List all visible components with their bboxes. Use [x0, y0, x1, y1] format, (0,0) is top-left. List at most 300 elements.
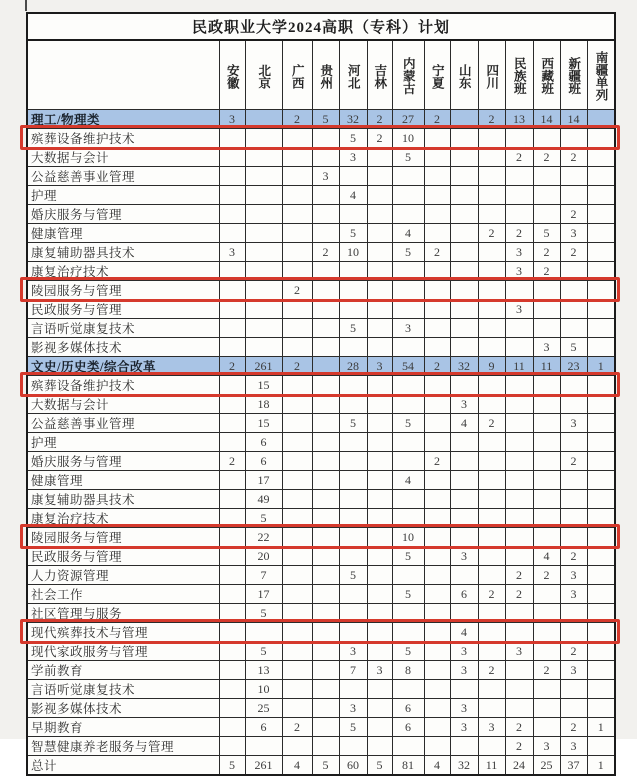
plan-count-cell — [505, 338, 533, 357]
plan-count-cell — [587, 281, 615, 300]
plan-count-cell: 3 — [533, 737, 560, 756]
plan-count-cell — [219, 623, 245, 642]
plan-count-cell — [505, 167, 533, 186]
table-row — [27, 452, 615, 471]
plan-count-cell: 7 — [339, 661, 367, 680]
plan-count-cell: 3 — [560, 414, 587, 433]
plan-count-cell — [424, 148, 450, 167]
plan-count-cell: 2 — [533, 262, 560, 281]
plan-count-cell — [312, 262, 339, 281]
plan-count-cell: 2 — [505, 718, 533, 737]
major-name-cell: 健康管理 — [27, 471, 219, 490]
plan-count-cell — [478, 338, 505, 357]
plan-count-cell: 3 — [339, 642, 367, 661]
major-name-cell: 护理 — [27, 186, 219, 205]
plan-count-cell: 5 — [312, 110, 339, 129]
plan-count-cell — [450, 243, 478, 262]
plan-count-cell: 2 — [478, 224, 505, 243]
plan-count-cell: 2 — [312, 243, 339, 262]
plan-count-cell: 2 — [282, 718, 312, 737]
plan-count-cell: 1 — [587, 357, 615, 376]
plan-count-cell: 2 — [560, 642, 587, 661]
plan-count-cell: 3 — [450, 642, 478, 661]
plan-count-cell — [587, 224, 615, 243]
plan-count-cell: 2 — [424, 452, 450, 471]
plan-count-cell: 11 — [533, 357, 560, 376]
plan-count-cell — [219, 224, 245, 243]
table-row — [27, 509, 615, 528]
plan-count-cell — [219, 547, 245, 566]
plan-count-cell — [505, 319, 533, 338]
plan-count-cell — [424, 167, 450, 186]
plan-count-cell — [312, 414, 339, 433]
plan-count-cell — [505, 129, 533, 148]
plan-count-cell — [282, 167, 312, 186]
plan-count-cell — [587, 186, 615, 205]
plan-count-cell — [339, 509, 367, 528]
plan-count-cell: 5 — [339, 319, 367, 338]
plan-count-cell — [339, 262, 367, 281]
plan-count-cell: 6 — [245, 433, 282, 452]
plan-count-cell — [505, 623, 533, 642]
plan-count-cell — [245, 167, 282, 186]
table-row — [27, 433, 615, 452]
plan-count-cell — [424, 433, 450, 452]
plan-count-cell: 3 — [367, 357, 392, 376]
plan-count-cell — [587, 148, 615, 167]
plan-count-cell — [312, 471, 339, 490]
plan-count-cell — [424, 471, 450, 490]
plan-count-cell — [339, 471, 367, 490]
plan-count-cell: 14 — [533, 110, 560, 129]
column-header: 吉林 — [367, 40, 392, 110]
plan-count-cell — [392, 509, 424, 528]
plan-count-cell — [367, 528, 392, 547]
plan-count-cell: 2 — [560, 452, 587, 471]
plan-count-cell — [424, 528, 450, 547]
plan-count-cell — [367, 376, 392, 395]
major-name-cell: 康复治疗技术 — [27, 262, 219, 281]
plan-count-cell: 6 — [392, 718, 424, 737]
plan-count-cell: 7 — [245, 566, 282, 585]
plan-count-cell — [339, 205, 367, 224]
major-name-cell: 民政服务与管理 — [27, 547, 219, 566]
plan-count-cell — [560, 319, 587, 338]
plan-count-cell — [587, 319, 615, 338]
plan-count-cell — [450, 566, 478, 585]
plan-count-cell: 5 — [392, 414, 424, 433]
plan-count-cell — [587, 262, 615, 281]
plan-count-cell: 3 — [392, 319, 424, 338]
plan-count-cell: 1 — [587, 756, 615, 776]
plan-count-cell: 10 — [245, 680, 282, 699]
plan-count-cell: 22 — [245, 528, 282, 547]
plan-count-cell — [450, 262, 478, 281]
table-row — [27, 167, 615, 186]
plan-count-cell: 2 — [282, 110, 312, 129]
plan-count-cell — [450, 110, 478, 129]
table-row — [27, 186, 615, 205]
plan-count-cell: 28 — [339, 357, 367, 376]
table-row — [27, 262, 615, 281]
plan-count-cell — [587, 205, 615, 224]
plan-count-cell — [505, 528, 533, 547]
plan-count-cell — [424, 661, 450, 680]
plan-count-cell — [505, 205, 533, 224]
plan-count-cell: 3 — [560, 585, 587, 604]
plan-count-cell — [312, 642, 339, 661]
plan-count-cell — [367, 718, 392, 737]
plan-count-cell: 6 — [245, 452, 282, 471]
plan-count-cell — [312, 300, 339, 319]
plan-count-cell — [533, 699, 560, 718]
table-row — [27, 566, 615, 585]
plan-count-cell — [424, 737, 450, 756]
plan-count-cell — [367, 471, 392, 490]
plan-count-cell: 20 — [245, 547, 282, 566]
plan-count-cell — [219, 262, 245, 281]
table-row — [27, 661, 615, 680]
plan-count-cell: 6 — [450, 585, 478, 604]
plan-count-cell: 2 — [505, 585, 533, 604]
plan-count-cell — [450, 319, 478, 338]
plan-count-cell — [587, 566, 615, 585]
major-name-cell: 人力资源管理 — [27, 566, 219, 585]
plan-count-cell — [533, 642, 560, 661]
plan-count-cell — [245, 224, 282, 243]
plan-count-cell — [392, 490, 424, 509]
plan-count-cell — [219, 509, 245, 528]
plan-count-cell — [533, 490, 560, 509]
plan-count-cell — [505, 452, 533, 471]
plan-count-cell — [392, 737, 424, 756]
plan-count-cell — [392, 186, 424, 205]
major-name-cell: 现代殡葬技术与管理 — [27, 623, 219, 642]
plan-count-cell: 32 — [339, 110, 367, 129]
plan-count-cell: 3 — [450, 699, 478, 718]
plan-count-cell — [478, 566, 505, 585]
plan-count-cell — [533, 433, 560, 452]
major-name-cell: 言语听觉康复技术 — [27, 319, 219, 338]
plan-count-cell: 4 — [339, 186, 367, 205]
plan-count-cell — [478, 623, 505, 642]
plan-count-cell: 4 — [424, 756, 450, 776]
plan-count-cell — [478, 737, 505, 756]
plan-count-cell — [282, 452, 312, 471]
major-name-cell: 理工/物理类 — [27, 110, 219, 129]
plan-count-cell — [478, 243, 505, 262]
plan-count-cell: 13 — [245, 661, 282, 680]
plan-count-cell — [450, 281, 478, 300]
plan-count-cell: 5 — [312, 756, 339, 776]
plan-count-cell — [587, 376, 615, 395]
plan-count-cell — [587, 167, 615, 186]
major-name-cell: 公益慈善事业管理 — [27, 414, 219, 433]
plan-count-cell — [424, 699, 450, 718]
plan-count-cell — [392, 281, 424, 300]
plan-count-cell — [219, 699, 245, 718]
major-name-cell: 现代家政服务与管理 — [27, 642, 219, 661]
plan-count-cell — [282, 224, 312, 243]
major-name-cell: 陵园服务与管理 — [27, 528, 219, 547]
table-row — [27, 680, 615, 699]
plan-count-cell — [505, 376, 533, 395]
plan-count-cell — [587, 623, 615, 642]
table-row — [27, 205, 615, 224]
plan-count-cell — [339, 452, 367, 471]
plan-count-cell — [282, 680, 312, 699]
plan-count-cell — [312, 433, 339, 452]
plan-count-cell: 25 — [245, 699, 282, 718]
plan-count-cell — [367, 148, 392, 167]
plan-count-cell — [450, 509, 478, 528]
column-header: 贵州 — [312, 40, 339, 110]
plan-count-cell — [219, 167, 245, 186]
plan-count-cell: 5 — [339, 414, 367, 433]
plan-count-cell: 11 — [505, 357, 533, 376]
plan-count-cell — [282, 737, 312, 756]
plan-count-cell: 3 — [560, 661, 587, 680]
plan-count-cell — [450, 376, 478, 395]
plan-count-cell — [367, 737, 392, 756]
plan-count-cell — [505, 414, 533, 433]
plan-count-cell: 54 — [392, 357, 424, 376]
plan-count-cell — [367, 262, 392, 281]
plan-count-cell — [219, 319, 245, 338]
plan-count-cell — [312, 699, 339, 718]
plan-count-cell — [219, 281, 245, 300]
plan-count-cell — [587, 509, 615, 528]
plan-count-cell — [392, 205, 424, 224]
table-row — [27, 623, 615, 642]
plan-count-cell — [282, 490, 312, 509]
plan-count-cell — [478, 281, 505, 300]
plan-count-cell — [478, 471, 505, 490]
plan-count-cell — [533, 129, 560, 148]
plan-count-cell — [312, 452, 339, 471]
plan-count-cell — [282, 699, 312, 718]
major-name-cell: 言语听觉康复技术 — [27, 680, 219, 699]
plan-count-cell: 5 — [392, 642, 424, 661]
plan-count-cell — [312, 129, 339, 148]
plan-count-cell: 2 — [367, 129, 392, 148]
plan-count-cell: 5 — [339, 224, 367, 243]
plan-count-cell — [282, 642, 312, 661]
plan-count-cell: 5 — [339, 718, 367, 737]
plan-count-cell — [450, 490, 478, 509]
table-row — [27, 528, 615, 547]
table-row — [27, 338, 615, 357]
plan-count-cell — [367, 224, 392, 243]
plan-count-cell — [367, 623, 392, 642]
plan-count-cell — [505, 699, 533, 718]
major-name-cell: 早期教育 — [27, 718, 219, 737]
plan-count-cell — [245, 281, 282, 300]
plan-count-cell — [219, 661, 245, 680]
plan-count-cell: 2 — [367, 110, 392, 129]
plan-count-cell — [450, 167, 478, 186]
plan-count-cell: 3 — [560, 566, 587, 585]
plan-count-cell — [478, 547, 505, 566]
major-name-cell: 总计 — [27, 756, 219, 776]
plan-count-cell: 5 — [219, 756, 245, 776]
plan-count-cell: 49 — [245, 490, 282, 509]
plan-count-cell — [219, 680, 245, 699]
major-name-cell: 影视多媒体技术 — [27, 699, 219, 718]
plan-count-cell — [312, 585, 339, 604]
plan-count-cell — [450, 471, 478, 490]
plan-count-cell — [367, 699, 392, 718]
plan-count-cell: 4 — [450, 414, 478, 433]
plan-count-cell — [424, 281, 450, 300]
plan-count-cell — [367, 395, 392, 414]
plan-count-cell: 3 — [505, 243, 533, 262]
plan-count-cell — [533, 205, 560, 224]
major-name-cell: 康复辅助器具技术 — [27, 243, 219, 262]
plan-count-cell — [450, 452, 478, 471]
plan-count-cell: 6 — [245, 718, 282, 737]
major-name-cell: 文史/历史类/综合改革 — [27, 357, 219, 376]
plan-count-cell — [367, 167, 392, 186]
plan-count-cell: 2 — [219, 357, 245, 376]
plan-count-cell — [219, 471, 245, 490]
plan-count-cell — [339, 528, 367, 547]
plan-count-cell: 3 — [219, 110, 245, 129]
plan-count-cell — [367, 547, 392, 566]
plan-count-cell — [505, 490, 533, 509]
plan-count-cell: 2 — [505, 566, 533, 585]
plan-count-cell — [505, 509, 533, 528]
plan-count-cell: 11 — [478, 756, 505, 776]
plan-count-cell — [450, 737, 478, 756]
plan-count-cell — [478, 509, 505, 528]
plan-count-cell — [219, 604, 245, 623]
plan-count-cell — [282, 471, 312, 490]
plan-count-cell — [282, 376, 312, 395]
table-row — [27, 490, 615, 509]
plan-count-cell — [505, 395, 533, 414]
plan-count-cell — [533, 167, 560, 186]
plan-count-cell: 13 — [505, 110, 533, 129]
plan-count-cell — [424, 642, 450, 661]
plan-count-cell — [505, 433, 533, 452]
plan-count-cell — [587, 661, 615, 680]
plan-count-cell — [312, 319, 339, 338]
plan-count-cell: 14 — [560, 110, 587, 129]
plan-count-cell: 2 — [478, 110, 505, 129]
plan-count-cell — [478, 129, 505, 148]
major-name-cell: 陵园服务与管理 — [27, 281, 219, 300]
plan-count-cell — [312, 623, 339, 642]
plan-count-cell — [312, 528, 339, 547]
major-name-cell: 社会工作 — [27, 585, 219, 604]
plan-count-cell — [282, 243, 312, 262]
plan-count-cell — [533, 395, 560, 414]
plan-count-cell — [560, 433, 587, 452]
plan-count-cell: 5 — [339, 566, 367, 585]
table-title: 民政职业大学2024高职（专科）计划 — [27, 13, 615, 40]
plan-count-cell — [245, 300, 282, 319]
plan-count-cell — [533, 509, 560, 528]
table-row — [27, 148, 615, 167]
plan-count-cell — [450, 338, 478, 357]
admission-plan-table — [26, 12, 616, 776]
column-header-row — [27, 40, 615, 110]
column-header: 民族班 — [505, 40, 533, 110]
plan-count-cell — [587, 604, 615, 623]
plan-count-cell — [478, 604, 505, 623]
plan-count-cell: 3 — [339, 699, 367, 718]
plan-count-cell — [219, 718, 245, 737]
plan-count-cell: 2 — [505, 224, 533, 243]
plan-count-cell: 25 — [533, 756, 560, 776]
plan-count-cell — [533, 281, 560, 300]
plan-count-cell: 2 — [424, 243, 450, 262]
plan-count-cell — [219, 205, 245, 224]
corner-empty-cell — [27, 40, 219, 110]
major-name-cell: 社区管理与服务 — [27, 604, 219, 623]
plan-count-cell: 3 — [560, 224, 587, 243]
plan-count-cell — [339, 737, 367, 756]
plan-count-cell: 4 — [392, 224, 424, 243]
plan-count-cell — [478, 680, 505, 699]
plan-count-cell — [282, 148, 312, 167]
table-row — [27, 300, 615, 319]
table-row — [27, 281, 615, 300]
plan-count-cell: 5 — [245, 509, 282, 528]
plan-count-cell — [392, 338, 424, 357]
plan-count-cell — [450, 224, 478, 243]
plan-count-cell — [282, 547, 312, 566]
major-name-cell: 婚庆服务与管理 — [27, 452, 219, 471]
plan-count-cell — [424, 604, 450, 623]
plan-count-cell — [339, 623, 367, 642]
plan-count-cell — [450, 300, 478, 319]
plan-count-cell — [587, 395, 615, 414]
plan-count-cell: 8 — [392, 661, 424, 680]
plan-count-cell — [339, 338, 367, 357]
plan-count-cell: 5 — [392, 547, 424, 566]
plan-count-cell: 5 — [245, 642, 282, 661]
plan-count-cell — [587, 490, 615, 509]
major-name-cell: 康复治疗技术 — [27, 509, 219, 528]
plan-count-cell — [560, 509, 587, 528]
total-row — [27, 756, 615, 776]
plan-count-cell — [587, 642, 615, 661]
plan-count-cell — [219, 129, 245, 148]
plan-count-cell — [450, 680, 478, 699]
plan-count-cell — [367, 509, 392, 528]
table-row — [27, 129, 615, 148]
plan-count-cell — [424, 718, 450, 737]
plan-count-cell: 5 — [392, 243, 424, 262]
plan-count-cell — [450, 148, 478, 167]
major-name-cell: 健康管理 — [27, 224, 219, 243]
plan-count-cell: 10 — [339, 243, 367, 262]
plan-count-cell — [505, 547, 533, 566]
plan-count-cell: 2 — [560, 718, 587, 737]
plan-count-cell — [392, 680, 424, 699]
plan-count-cell — [587, 414, 615, 433]
plan-count-cell — [219, 338, 245, 357]
plan-count-cell — [219, 737, 245, 756]
plan-count-cell — [367, 604, 392, 623]
plan-count-cell — [282, 585, 312, 604]
table-row — [27, 414, 615, 433]
plan-count-cell — [312, 148, 339, 167]
plan-count-cell: 1 — [587, 718, 615, 737]
plan-count-cell — [245, 186, 282, 205]
